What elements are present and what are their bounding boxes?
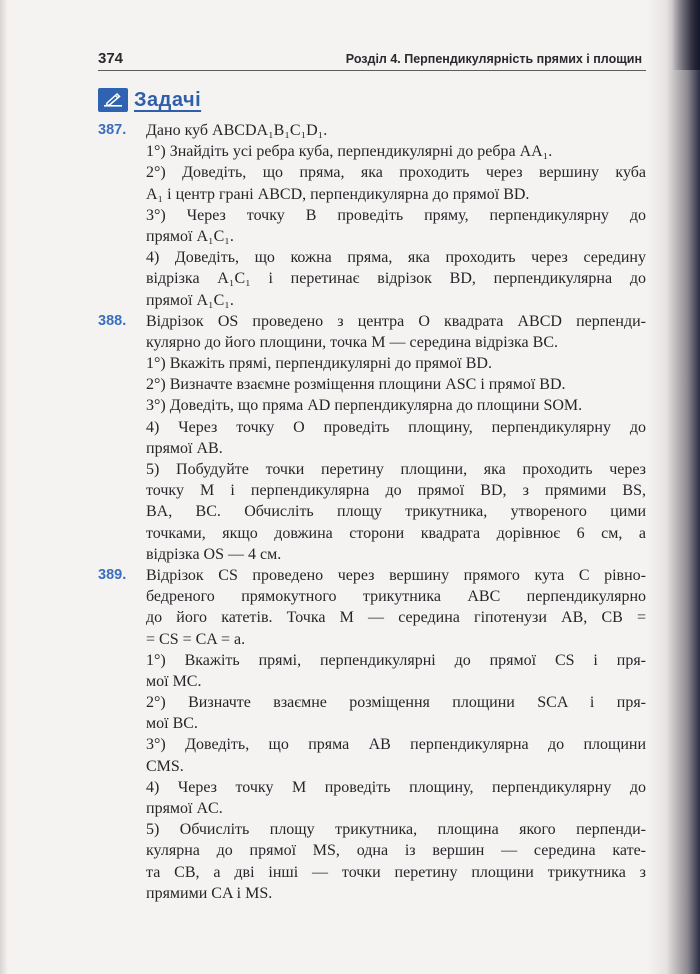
problem-text-line: 3°) Доведіть, що пряма AB перпендикулярна до площини (146, 736, 646, 754)
problem-text-line: BA, BC. Обчисліть площу трикутника, утвореного цими (146, 503, 646, 521)
problem-text-line: мої BC. (146, 715, 198, 733)
section-title: Задачі (134, 88, 202, 111)
problems-list (98, 120, 646, 904)
problem-text-line: 5) Побудуйте точки перетину площини, яка проходить через (146, 461, 646, 478)
problem-text-line: Відрізок OS проведено з центра O квадрата ABCD перпенди- (146, 312, 646, 330)
problem-number: 388. (98, 312, 127, 329)
problem-text-line: відрізка OS — 4 см. (146, 545, 282, 563)
page-number: 374 (98, 50, 124, 67)
problem-text-line: кулярна до прямої MS, одна із вершин — середина кате- (146, 842, 646, 860)
pencil-icon (98, 88, 128, 112)
problem-text-line: A₁ і центр грані ABCD, перпендикулярна до прямої BD. (146, 185, 530, 203)
problem-text-line: Дано куб ABCDA₁B₁C₁D₁. (146, 122, 328, 139)
problem-text-line: CMS. (146, 757, 184, 775)
problem-text-line: 1°) Знайдіть усі ребра куба, перпендикулярні до ребра AA₁. (146, 143, 553, 161)
book-corner-shadow (672, 0, 700, 70)
problem-number: 387. (98, 122, 127, 138)
problem-text-line: 1°) Вкажіть прямі, перпендикулярні до прямої CS і пря- (146, 651, 646, 669)
problem-text-line: відрізка A₁C₁ і перетинає відрізок BD, перпендикулярна до (146, 270, 646, 288)
problem-text-line: 2°) Визначте взаємне розміщення площини SCA і пря- (146, 694, 646, 712)
problem-text-line: 3°) Через точку B проведіть пряму, перпендикулярну до (146, 206, 646, 224)
problem-text-line: 4) Через точку O проведіть площину, перпендикулярну до (146, 418, 646, 436)
problem-text-line: 3°) Доведіть, що пряма AD перпендикулярна до площини SOM. (146, 397, 583, 415)
problem-text-line: 2°) Визначте взаємне розміщення площини ASC і прямої BD. (146, 376, 566, 394)
problem-387 (98, 120, 646, 311)
section-heading (98, 86, 201, 114)
problem-text-line: точку M і перпендикулярна до прямої BD, з прямими BS, (146, 482, 646, 500)
problem-text-line: точками, якщо довжина сторони квадрата дорівнює 6 см, а (146, 524, 646, 542)
problem-text-line: прямої A₁C₁. (146, 227, 234, 245)
problem-text-line: 4) Доведіть, що кожна пряма, яка проходить через середину (146, 249, 646, 267)
page-header (98, 48, 646, 71)
running-title: Розділ 4. Перпендикулярність прямих і площин (345, 52, 642, 66)
problem-text-line: прямої AC. (146, 800, 223, 817)
problem-text-line: мої MC. (146, 672, 202, 690)
problem-number: 389. (98, 566, 127, 583)
problem-text-line: 1°) Вкажіть прямі, перпендикулярні до прямої BD. (146, 355, 492, 373)
problem-text-line: 2°) Доведіть, що пряма, яка проходить через вершину куба (146, 164, 646, 182)
problem-text-line: 5) Обчисліть площу трикутника, площина якого перпенди- (146, 821, 646, 839)
problem-text-line: до його катетів. Точка M — середина гіпотенузи AB, CB = (146, 609, 646, 627)
problem-text-line: прямими CA і MS. (146, 884, 273, 902)
problem-text-line: кулярно до його площини, точка M — середина відрізка BC. (146, 333, 558, 351)
problem-text-line: прямої A₁C₁. (146, 291, 234, 309)
book-spine-shadow (648, 0, 700, 974)
problem-389 (98, 565, 646, 904)
problem-text-line: та CB, а дві інші — точки перетину площини трикутника з (146, 863, 646, 881)
problem-text-line: 4) Через точку M проведіть площину, перпендикулярну до (146, 778, 646, 796)
problem-388 (98, 311, 646, 565)
problem-text-line: = CS = CA = a. (146, 630, 246, 648)
problem-text-line: бедреного прямокутного трикутника ABC перпендикулярно (146, 588, 646, 606)
problem-text-line: прямої AB. (146, 439, 223, 457)
page-left-edge (0, 0, 8, 974)
problem-text-line: Відрізок CS проведено через вершину прямого кута C рівно- (146, 566, 646, 584)
